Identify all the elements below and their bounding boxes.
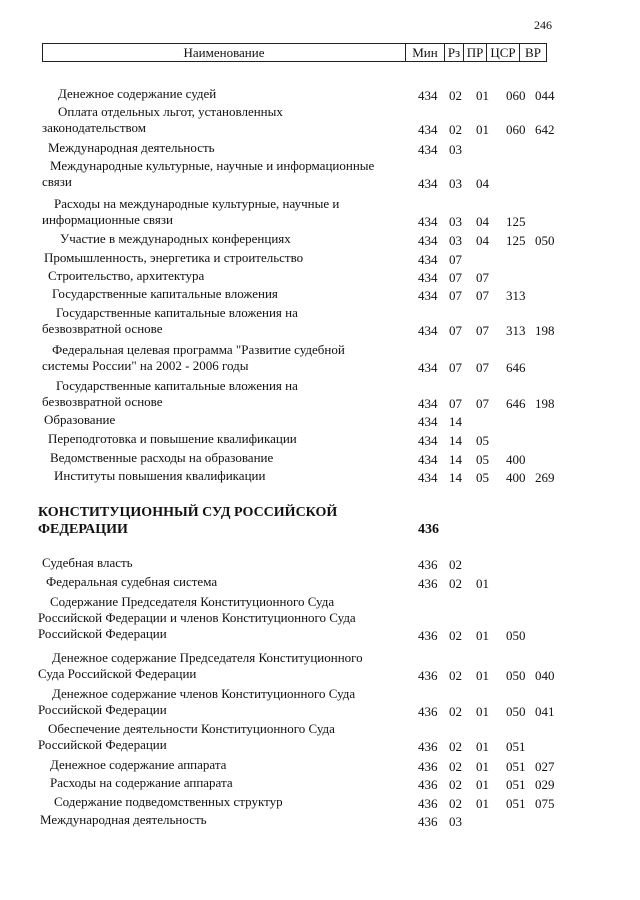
- code-pr: 01: [476, 122, 489, 137]
- code-min: 434: [418, 233, 438, 248]
- row-name: Государственные капитальные вложения: [52, 286, 278, 301]
- row-name: Переподготовка и повышение квалификации: [48, 431, 297, 446]
- code-rz: 02: [449, 739, 462, 754]
- row-name: Государственные капитальные вложения на: [56, 305, 298, 320]
- code-min: 436: [418, 668, 438, 683]
- code-rz: 02: [449, 576, 462, 591]
- row-name: Судебная власть: [42, 555, 133, 570]
- row-name: Строительство, архитектура: [48, 268, 205, 283]
- code-rz: 02: [449, 704, 462, 719]
- section-code: 436: [418, 522, 439, 537]
- code-csr: 400: [506, 452, 526, 467]
- code-pr: 07: [476, 323, 489, 338]
- code-rz: 14: [449, 433, 462, 448]
- code-pr: 01: [476, 628, 489, 643]
- code-rz: 02: [449, 668, 462, 683]
- code-csr: 646: [506, 396, 526, 411]
- code-csr: 050: [506, 668, 526, 683]
- code-min: 436: [418, 739, 438, 754]
- row-name: Федеральная целевая программа "Развитие судебной: [52, 342, 345, 357]
- row-name: Российской Федерации: [38, 737, 167, 752]
- row-name: Содержание подведомственных структур: [54, 794, 283, 809]
- code-min: 436: [418, 704, 438, 719]
- code-pr: 01: [476, 777, 489, 792]
- row-name: Промышленность, энергетика и строительство: [44, 250, 304, 265]
- code-pr: 07: [476, 270, 489, 285]
- code-csr: 051: [506, 759, 526, 774]
- code-csr: 125: [506, 214, 526, 229]
- code-rz: 02: [449, 628, 462, 643]
- code-vr: 040: [535, 668, 555, 683]
- code-min: 434: [418, 270, 438, 285]
- code-pr: 01: [476, 739, 489, 754]
- header-rz: Рз: [445, 44, 464, 62]
- code-min: 434: [418, 452, 438, 467]
- code-min: 436: [418, 576, 438, 591]
- code-csr: 050: [506, 704, 526, 719]
- code-rz: 07: [449, 396, 462, 411]
- code-rz: 03: [449, 233, 462, 248]
- header-min: Мин: [406, 44, 445, 62]
- code-csr: 400: [506, 470, 526, 485]
- row-name: Участие в международных конференциях: [60, 231, 291, 246]
- row-name: Содержание Председателя Конституционного Суда: [50, 594, 335, 609]
- code-min: 436: [418, 814, 438, 829]
- code-rz: 03: [449, 214, 462, 229]
- row-name: Расходы на содержание аппарата: [50, 775, 233, 790]
- code-min: 434: [418, 122, 438, 137]
- row-name: Образование: [44, 412, 116, 427]
- code-pr: 04: [476, 233, 489, 248]
- code-pr: 07: [476, 396, 489, 411]
- row-name: Суда Российской Федерации: [38, 666, 197, 681]
- code-csr: 051: [506, 796, 526, 811]
- row-name: Международная деятельность: [40, 812, 207, 827]
- table-header: [42, 43, 547, 62]
- row-name: Российской Федерации: [38, 626, 167, 641]
- code-min: 434: [418, 176, 438, 191]
- code-vr: 029: [535, 777, 555, 792]
- section-title-line: КОНСТИТУЦИОННЫЙ СУД РОССИЙСКОЙ: [38, 505, 338, 520]
- code-pr: 05: [476, 470, 489, 485]
- code-rz: 02: [449, 796, 462, 811]
- row-name: Денежное содержание аппарата: [50, 757, 227, 772]
- row-name: безвозвратной основе: [42, 394, 163, 409]
- code-pr: 07: [476, 360, 489, 375]
- code-min: 434: [418, 414, 438, 429]
- code-min: 434: [418, 433, 438, 448]
- header-csr: ЦСР: [487, 44, 520, 62]
- row-name: Международные культурные, научные и информационные: [50, 158, 375, 173]
- row-name: системы России" на 2002 - 2006 годы: [42, 358, 249, 373]
- code-rz: 02: [449, 777, 462, 792]
- code-vr: 027: [535, 759, 555, 774]
- row-name: Оплата отдельных льгот, установленных: [58, 104, 283, 119]
- code-min: 434: [418, 396, 438, 411]
- code-csr: 313: [506, 323, 526, 338]
- code-csr: 050: [506, 628, 526, 643]
- code-min: 434: [418, 288, 438, 303]
- code-min: 434: [418, 214, 438, 229]
- code-pr: 05: [476, 452, 489, 467]
- code-rz: 07: [449, 323, 462, 338]
- code-min: 434: [418, 142, 438, 157]
- code-rz: 07: [449, 252, 462, 267]
- code-vr: 041: [535, 704, 555, 719]
- header-name: Наименование: [43, 44, 406, 62]
- row-name: Денежное содержание судей: [58, 86, 217, 101]
- section-title: [38, 504, 337, 538]
- code-pr: 04: [476, 176, 489, 191]
- code-min: 434: [418, 252, 438, 267]
- code-pr: 04: [476, 214, 489, 229]
- row-name: Денежное содержание членов Конституционного Суда: [52, 686, 356, 701]
- code-vr: 642: [535, 122, 555, 137]
- row-name: Денежное содержание Председателя Конституционного: [52, 650, 363, 665]
- header-vr: ВР: [520, 44, 547, 62]
- code-pr: 01: [476, 796, 489, 811]
- code-vr: 050: [535, 233, 555, 248]
- code-vr: 269: [535, 470, 555, 485]
- row-name: безвозвратной основе: [42, 321, 163, 336]
- row-name: Государственные капитальные вложения на: [56, 378, 298, 393]
- row-name: связи: [42, 174, 72, 189]
- page-number: 246: [534, 18, 552, 32]
- code-rz: 02: [449, 122, 462, 137]
- header-pr: ПР: [464, 44, 487, 62]
- code-pr: 01: [476, 704, 489, 719]
- code-pr: 01: [476, 576, 489, 591]
- code-vr: 198: [535, 396, 555, 411]
- code-csr: 646: [506, 360, 526, 375]
- code-vr: 075: [535, 796, 555, 811]
- code-rz: 14: [449, 452, 462, 467]
- code-rz: 02: [449, 557, 462, 572]
- row-name: Федеральная судебная система: [46, 574, 218, 589]
- code-csr: 060: [506, 122, 526, 137]
- code-min: 436: [418, 759, 438, 774]
- code-vr: 044: [535, 88, 555, 103]
- code-rz: 03: [449, 814, 462, 829]
- code-rz: 07: [449, 360, 462, 375]
- code-rz: 02: [449, 759, 462, 774]
- row-name: Институты повышения квалификации: [54, 468, 266, 483]
- code-rz: 07: [449, 270, 462, 285]
- code-pr: 01: [476, 759, 489, 774]
- code-min: 434: [418, 470, 438, 485]
- code-min: 436: [418, 557, 438, 572]
- code-min: 436: [418, 628, 438, 643]
- row-name: Расходы на международные культурные, научные и: [54, 196, 340, 211]
- row-name: Обеспечение деятельности Конституционного Суда: [48, 721, 335, 736]
- code-rz: 03: [449, 176, 462, 191]
- code-rz: 14: [449, 470, 462, 485]
- code-min: 436: [418, 777, 438, 792]
- code-csr: 051: [506, 739, 526, 754]
- code-pr: 05: [476, 433, 489, 448]
- row-name: Ведомственные расходы на образование: [50, 450, 274, 465]
- code-csr: 060: [506, 88, 526, 103]
- code-min: 434: [418, 360, 438, 375]
- code-pr: 01: [476, 88, 489, 103]
- code-min: 434: [418, 88, 438, 103]
- row-name: информационные связи: [42, 212, 173, 227]
- code-min: 436: [418, 796, 438, 811]
- section-title-line: ФЕДЕРАЦИИ: [38, 522, 128, 537]
- row-name: Международная деятельность: [48, 140, 215, 155]
- code-rz: 07: [449, 288, 462, 303]
- code-csr: 051: [506, 777, 526, 792]
- code-min: 434: [418, 323, 438, 338]
- row-name: законодательством: [42, 120, 147, 135]
- code-rz: 03: [449, 142, 462, 157]
- row-name: Российской Федерации и членов Конституционного Суда: [38, 610, 356, 625]
- row-name: Российской Федерации: [38, 702, 167, 717]
- code-pr: 07: [476, 288, 489, 303]
- code-pr: 01: [476, 668, 489, 683]
- code-rz: 02: [449, 88, 462, 103]
- code-csr: 313: [506, 288, 526, 303]
- code-rz: 14: [449, 414, 462, 429]
- code-vr: 198: [535, 323, 555, 338]
- code-csr: 125: [506, 233, 526, 248]
